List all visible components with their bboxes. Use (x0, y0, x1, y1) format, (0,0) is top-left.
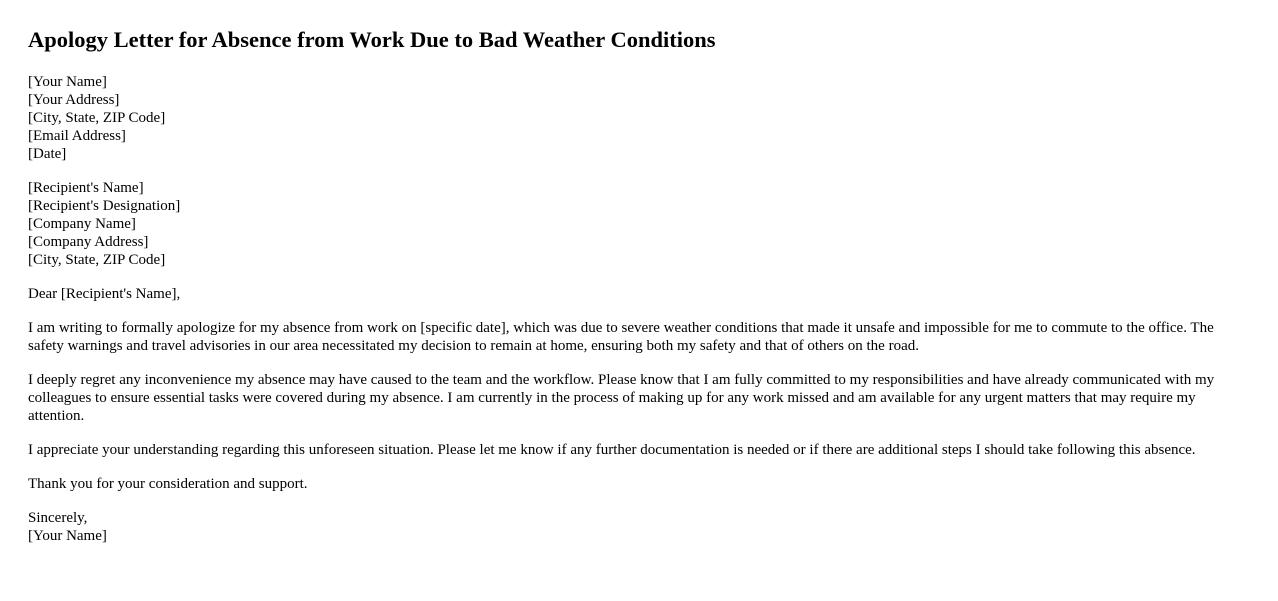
recipient-company-address: [Company Address] (28, 234, 149, 250)
sender-email: [Email Address] (28, 128, 126, 144)
letter-title: Apology Letter for Absence from Work Due to Bad Weather Conditions (28, 27, 716, 52)
valediction: Sincerely, (28, 510, 88, 526)
sender-city-state-zip: [City, State, ZIP Code] (28, 110, 166, 126)
recipient-block (28, 179, 1250, 269)
salutation: Dear [Recipient's Name], (28, 286, 181, 302)
sender-name: [Your Name] (28, 74, 107, 90)
body-paragraph-2: I deeply regret any inconvenience my absence may have caused to the team and the workflow. Please know that I am fully committed to my responsibilities and have already communicated with my colleagues to ensure essential tasks were covered during my absence. I am currently in the process of making up for any work missed and am available for any urgent matters that may require my attention. (28, 372, 1215, 424)
closing-block (28, 509, 1250, 545)
body-paragraph-1: I am writing to formally apologize for my absence from work on [specific date], which was due to severe weather conditions that made it unsafe and impossible for me to commute to the office. The safety warnings and travel advisories in our area necessitated my decision to remain at home, ensuring both my safety and that of others on the road. (28, 320, 1214, 354)
sender-block (28, 73, 1250, 163)
body-paragraph-4: Thank you for your consideration and support. (28, 476, 308, 492)
recipient-company: [Company Name] (28, 216, 136, 232)
body-paragraph-3: I appreciate your understanding regarding this unforeseen situation. Please let me know if any further documentation is needed or if there are additional steps I should take following this absence. (28, 442, 1196, 458)
recipient-name: [Recipient's Name] (28, 180, 144, 196)
recipient-designation: [Recipient's Designation] (28, 198, 181, 214)
letter-date: [Date] (28, 146, 67, 162)
recipient-city-state-zip: [City, State, ZIP Code] (28, 252, 166, 268)
sender-address: [Your Address] (28, 92, 120, 108)
signature-name: [Your Name] (28, 528, 107, 544)
